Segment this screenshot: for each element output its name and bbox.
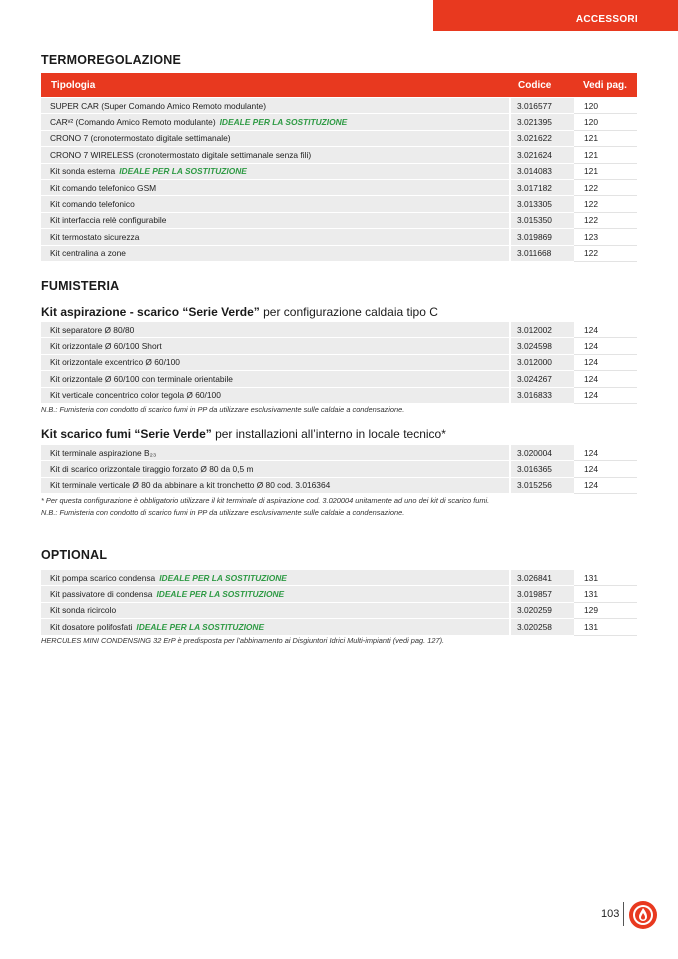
header-vedi: Vedi pag. bbox=[583, 80, 627, 91]
row-description: CRONO 7 (cronotermostato digitale settimanale) bbox=[50, 133, 231, 144]
optional-table bbox=[41, 570, 637, 636]
header-tipologia: Tipologia bbox=[51, 80, 96, 91]
row-description: Kit di scarico orizzontale tiraggio forzato Ø 80 da 0,5 m bbox=[50, 464, 254, 475]
fumi-subtitle-1 bbox=[41, 305, 438, 319]
row-code: 3.016365 bbox=[510, 461, 574, 477]
optional-note: HERCULES MINI CONDENSING 32 ErP è predisposta per l’abbinamento ai Disgiuntori Idrici Multi-impianti (vedi pag. 127). bbox=[41, 636, 445, 645]
fumi-subtitle-1-bold: Kit aspirazione - scarico “Serie Verde” bbox=[41, 305, 260, 319]
termo-row bbox=[41, 196, 637, 212]
row-description-cell bbox=[41, 130, 510, 146]
termo-row bbox=[41, 147, 637, 163]
row-page: 124 bbox=[574, 354, 637, 370]
fumi2-row bbox=[41, 445, 637, 461]
row-description-cell bbox=[41, 371, 510, 387]
row-page: 123 bbox=[574, 229, 637, 245]
row-description-cell bbox=[41, 586, 510, 602]
row-code: 3.019857 bbox=[510, 586, 574, 602]
row-description: CRONO 7 WIRELESS (cronotermostato digitale settimanale senza fili) bbox=[50, 149, 312, 160]
row-description: Kit dosatore polifosfati bbox=[50, 621, 133, 632]
section-tab bbox=[433, 0, 678, 31]
row-code: 3.016833 bbox=[510, 387, 574, 403]
brand-logo-icon bbox=[629, 901, 657, 929]
termo-row bbox=[41, 212, 637, 228]
optional-row bbox=[41, 586, 637, 602]
row-page: 122 bbox=[574, 179, 637, 195]
row-description: Kit comando telefonico bbox=[50, 199, 135, 210]
fumi-note-3: N.B.: Fumisteria con condotto di scarico fumi in PP da utilizzare esclusivamente sulle caldaie a condensazione. bbox=[41, 508, 405, 517]
row-code: 3.019869 bbox=[510, 229, 574, 245]
row-description-cell bbox=[41, 477, 510, 493]
row-code: 3.015256 bbox=[510, 477, 574, 493]
row-description-cell bbox=[41, 322, 510, 338]
row-page: 124 bbox=[574, 371, 637, 387]
row-code: 3.024598 bbox=[510, 338, 574, 354]
row-page: 121 bbox=[574, 147, 637, 163]
row-code: 3.012002 bbox=[510, 322, 574, 338]
row-code: 3.013305 bbox=[510, 196, 574, 212]
highlight-label: IDEALE PER LA SOSTITUZIONE bbox=[159, 572, 287, 583]
fumi2-row bbox=[41, 477, 637, 493]
row-page: 122 bbox=[574, 196, 637, 212]
row-description-cell bbox=[41, 212, 510, 228]
fumi-subtitle-1-rest: per configurazione caldaia tipo C bbox=[259, 305, 438, 319]
fumi1-row bbox=[41, 371, 637, 387]
row-description: SUPER CAR (Super Comando Amico Remoto modulante) bbox=[50, 100, 266, 111]
row-description: Kit verticale concentrico color tegola Ø 60/100 bbox=[50, 390, 221, 401]
termo-row bbox=[41, 179, 637, 195]
fumi-note-2: * Per questa configurazione è obbligatorio utilizzare il kit terminale di aspirazione cod. 3.020004 unitamente ad uno dei kit di scarico fumi. bbox=[41, 496, 490, 505]
optional-row bbox=[41, 619, 637, 635]
row-description-cell bbox=[41, 387, 510, 403]
row-description-cell bbox=[41, 445, 510, 461]
row-description: Kit separatore Ø 80/80 bbox=[50, 324, 135, 335]
row-description-cell bbox=[41, 98, 510, 114]
fumi-title: FUMISTERIA bbox=[41, 279, 120, 293]
row-code: 3.020259 bbox=[510, 602, 574, 618]
row-code: 3.017182 bbox=[510, 179, 574, 195]
termo-title: TERMOREGOLAZIONE bbox=[41, 53, 182, 67]
row-page: 120 bbox=[574, 98, 637, 114]
row-code: 3.011668 bbox=[510, 245, 574, 261]
row-description-cell bbox=[41, 619, 510, 635]
row-page: 124 bbox=[574, 322, 637, 338]
row-page: 120 bbox=[574, 114, 637, 130]
row-description-cell bbox=[41, 229, 510, 245]
header-codice: Codice bbox=[518, 80, 552, 91]
highlight-label: IDEALE PER LA SOSTITUZIONE bbox=[156, 589, 285, 600]
optional-row bbox=[41, 570, 637, 586]
row-description: Kit orizzontale Ø 60/100 con terminale orientabile bbox=[50, 373, 233, 384]
row-code: 3.012000 bbox=[510, 354, 574, 370]
row-description: Kit sonda esterna bbox=[50, 166, 116, 177]
row-description-cell bbox=[41, 354, 510, 370]
fumi-subtitle-2 bbox=[41, 427, 446, 441]
row-page: 122 bbox=[574, 212, 637, 228]
row-description: Kit pompa scarico condensa bbox=[50, 572, 156, 583]
row-description-cell bbox=[41, 602, 510, 618]
row-code: 3.021622 bbox=[510, 130, 574, 146]
termo-row bbox=[41, 98, 637, 114]
row-code: 3.015350 bbox=[510, 212, 574, 228]
termo-row bbox=[41, 130, 637, 146]
fumi2-row bbox=[41, 461, 637, 477]
termo-row bbox=[41, 114, 637, 130]
termo-row bbox=[41, 245, 637, 261]
fumi-table-1 bbox=[41, 322, 637, 404]
highlight-label: IDEALE PER LA SOSTITUZIONE bbox=[136, 621, 265, 632]
row-page: 131 bbox=[574, 619, 637, 635]
fumi1-row bbox=[41, 322, 637, 338]
highlight-label: IDEALE PER LA SOSTITUZIONE bbox=[219, 117, 348, 128]
row-page: 124 bbox=[574, 338, 637, 354]
row-description: Kit interfaccia relè configurabile bbox=[50, 215, 167, 226]
row-description-cell bbox=[41, 245, 510, 261]
row-description-cell bbox=[41, 338, 510, 354]
row-description-cell bbox=[41, 196, 510, 212]
row-description: Kit sonda ricircolo bbox=[50, 605, 117, 616]
row-description: Kit passivatore di condensa bbox=[50, 589, 153, 600]
row-page: 121 bbox=[574, 130, 637, 146]
fumi-table-2 bbox=[41, 445, 637, 494]
row-page: 124 bbox=[574, 461, 637, 477]
highlight-label: IDEALE PER LA SOSTITUZIONE bbox=[119, 166, 247, 177]
optional-row bbox=[41, 602, 637, 618]
row-code: 3.021624 bbox=[510, 147, 574, 163]
row-code: 3.020258 bbox=[510, 619, 574, 635]
fumi1-row bbox=[41, 387, 637, 403]
table-header bbox=[41, 73, 637, 97]
fumi-note-1: N.B.: Fumisteria con condotto di scarico fumi in PP da utilizzare esclusivamente sulle caldaie a condensazione. bbox=[41, 405, 405, 414]
row-page: 129 bbox=[574, 602, 637, 618]
section-tab-label: ACCESSORI bbox=[575, 14, 638, 25]
row-code: 3.024267 bbox=[510, 371, 574, 387]
fumi1-row bbox=[41, 338, 637, 354]
termo-row bbox=[41, 163, 637, 179]
termo-row bbox=[41, 229, 637, 245]
row-page: 131 bbox=[574, 586, 637, 602]
row-description: Kit terminale aspirazione B₂₃ bbox=[50, 447, 157, 458]
row-description-cell bbox=[41, 461, 510, 477]
row-code: 3.021395 bbox=[510, 114, 574, 130]
row-page: 121 bbox=[574, 163, 637, 179]
row-description: Kit orizzontale excentrico Ø 60/100 bbox=[50, 357, 180, 368]
row-description: Kit terminale verticale Ø 80 da abbinare a kit tronchetto Ø 80 cod. 3.016364 bbox=[50, 480, 331, 491]
termo-table bbox=[41, 98, 637, 262]
fumi1-row bbox=[41, 354, 637, 370]
row-description: Kit comando telefonico GSM bbox=[50, 182, 157, 193]
row-page: 131 bbox=[574, 570, 637, 586]
row-description: CARᵛ² (Comando Amico Remoto modulante) bbox=[50, 117, 216, 128]
row-description-cell bbox=[41, 179, 510, 195]
fumi-subtitle-2-bold: Kit scarico fumi “Serie Verde” bbox=[41, 427, 212, 441]
row-code: 3.014083 bbox=[510, 163, 574, 179]
row-description-cell bbox=[41, 163, 510, 179]
row-page: 122 bbox=[574, 245, 637, 261]
row-code: 3.016577 bbox=[510, 98, 574, 114]
row-description-cell bbox=[41, 114, 510, 130]
row-page: 124 bbox=[574, 477, 637, 493]
fumi-subtitle-2-rest: per installazioni all’interno in locale tecnico* bbox=[211, 427, 446, 441]
page-number: 103 bbox=[601, 908, 620, 920]
row-code: 3.020004 bbox=[510, 445, 574, 461]
page-number-divider bbox=[623, 902, 624, 926]
row-page: 124 bbox=[574, 445, 637, 461]
optional-title: OPTIONAL bbox=[41, 548, 108, 562]
row-description-cell bbox=[41, 147, 510, 163]
row-page: 124 bbox=[574, 387, 637, 403]
row-description: Kit termostato sicurezza bbox=[50, 231, 140, 242]
row-description: Kit orizzontale Ø 60/100 Short bbox=[50, 341, 162, 352]
row-code: 3.026841 bbox=[510, 570, 574, 586]
row-description-cell bbox=[41, 570, 510, 586]
row-description: Kit centralina a zone bbox=[50, 248, 126, 259]
